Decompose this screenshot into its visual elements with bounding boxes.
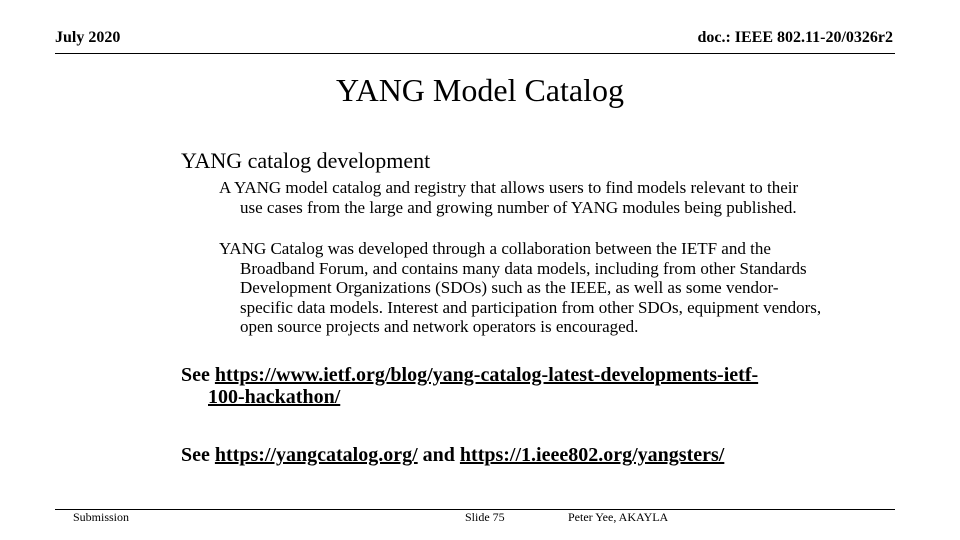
yangcatalog-link[interactable]: https://yangcatalog.org/ [214,444,418,466]
see-prefix: See [181,444,215,466]
see-reference-1 [181,364,768,408]
see-conjunction: and [417,444,460,466]
footer-author: Peter Yee, AKAYLA [568,510,669,524]
header-doc-id: doc.: IEEE 802.11-20/0326r2 [697,29,893,46]
header-date: July 2020 [55,29,121,46]
see-prefix: See [181,364,215,386]
paragraph-catalog-description: A YANG model catalog and registry that allows users to find models relevant to their use cases from the large and growing number of YANG modules being published. [219,178,799,217]
section-heading: YANG catalog development [181,148,431,173]
footer-slide-number: Slide 75 [465,510,505,524]
footer-submission: Submission [73,510,130,524]
slide-title: YANG Model Catalog [336,72,624,108]
ietf-blog-link[interactable]: https://www.ietf.org/blog/yang-catalog-latest-developments-ietf-100-hackathon/ [208,364,759,408]
header-divider [55,53,895,54]
paragraph-catalog-history: YANG Catalog was developed through a collaboration between the IETF and the Broadband Forum, and contains many data models, including from other Standards Development Organizations (SDOs) such as the IEEE, as well as some vendor-specific data models. Interest and participation from other SDOs, equipment vendors, open source projects and network operators is encouraged. [219,239,822,336]
see-reference-2 [181,444,768,466]
yangsters-link[interactable]: https://1.ieee802.org/yangsters/ [459,444,725,466]
